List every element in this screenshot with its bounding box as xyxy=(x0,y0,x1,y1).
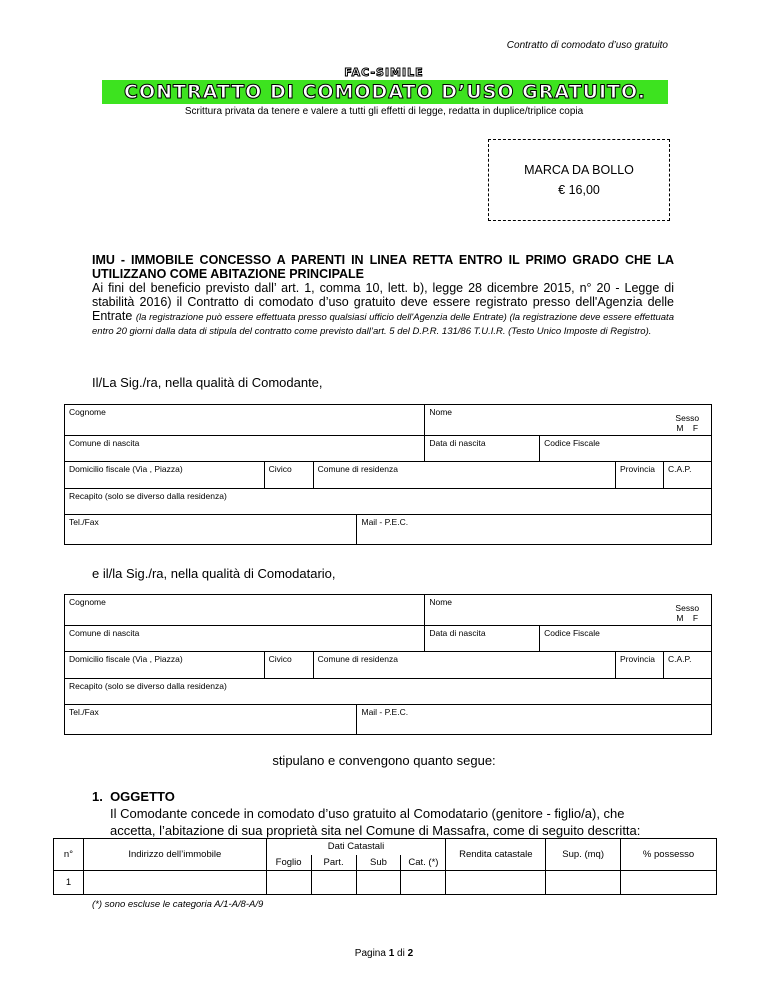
cap-field[interactable]: C.A.P. xyxy=(663,462,711,489)
sup-cell[interactable] xyxy=(546,871,621,895)
cognome-field[interactable]: Cognome xyxy=(65,405,425,436)
comune-residenza-field[interactable]: Comune di residenza xyxy=(313,462,615,489)
col-foglio: Foglio xyxy=(266,855,311,871)
indirizzo-cell[interactable] xyxy=(83,871,266,895)
comodatario-table xyxy=(64,594,712,735)
comodatario-title: e il/la Sig./ra, nella qualità di Comodatario, xyxy=(92,566,336,581)
possesso-cell[interactable] xyxy=(621,871,717,895)
col-rendita: Rendita catastale xyxy=(446,839,546,871)
document-subtitle: Scrittura privata da tenere e valere a tutti gli effetti di legge, redatta in duplice/triplice copia xyxy=(184,106,584,117)
comodante-title: Il/La Sig./ra, nella qualità di Comodante, xyxy=(92,375,323,390)
col-sup: Sup. (mq) xyxy=(546,839,621,871)
row-number: 1 xyxy=(54,871,84,895)
page-number: 1 xyxy=(388,948,395,959)
oggetto-heading: 1. OGGETTO xyxy=(92,789,175,804)
sub-cell[interactable] xyxy=(356,871,401,895)
imu-section xyxy=(92,253,674,337)
foglio-cell[interactable] xyxy=(266,871,311,895)
col-cat: Cat. (*) xyxy=(401,855,446,871)
telfax-field[interactable]: Tel./Fax xyxy=(65,515,357,545)
recapito-field[interactable]: Recapito (solo se diverso dalla residenza) xyxy=(65,679,712,705)
civico-field[interactable]: Civico xyxy=(264,652,313,679)
codice-fiscale-field[interactable]: Codice Fiscale xyxy=(540,436,712,462)
telfax-field[interactable]: Tel./Fax xyxy=(65,705,357,735)
title-banner xyxy=(102,80,668,104)
codice-fiscale-field[interactable]: Codice Fiscale xyxy=(540,626,712,652)
recapito-field[interactable]: Recapito (solo se diverso dalla residenza) xyxy=(65,489,712,515)
civico-field[interactable]: Civico xyxy=(264,462,313,489)
oggetto-text: Il Comodante concede in comodato d’uso gratuito al Comodatario (genitore - figlio/a), che accetta, l’abitazione di sua proprietà sita nel Comune di Massafra, come di seguito descritta: xyxy=(110,806,641,838)
sesso-field[interactable]: Sesso M F xyxy=(663,405,711,436)
cognome-field[interactable]: Cognome xyxy=(65,595,425,626)
mail-field[interactable]: Mail - P.E.C. xyxy=(357,515,712,545)
rendita-cell[interactable] xyxy=(446,871,546,895)
page-footer: Pagina 1 di 2 xyxy=(354,948,414,959)
data-nascita-field[interactable]: Data di nascita xyxy=(425,436,540,462)
immobile-table xyxy=(53,838,717,895)
provincia-field[interactable]: Provincia xyxy=(615,652,663,679)
col-possesso: % possesso xyxy=(621,839,717,871)
data-nascita-field[interactable]: Data di nascita xyxy=(425,626,540,652)
comune-residenza-field[interactable]: Comune di residenza xyxy=(313,652,615,679)
mail-field[interactable]: Mail - P.E.C. xyxy=(357,705,712,735)
nome-field[interactable]: Nome xyxy=(425,405,664,436)
page-total: 2 xyxy=(407,948,414,959)
domicilio-field[interactable]: Domicilio fiscale (Via , Piazza) xyxy=(65,652,265,679)
sesso-field[interactable]: Sesso M F xyxy=(663,595,711,626)
col-indirizzo: Indirizzo dell’immobile xyxy=(83,839,266,871)
cap-field[interactable]: C.A.P. xyxy=(663,652,711,679)
col-n: n° xyxy=(54,839,84,871)
domicilio-field[interactable]: Domicilio fiscale (Via , Piazza) xyxy=(65,462,265,489)
bollo-label: MARCA DA BOLLO xyxy=(524,163,634,177)
imu-heading: IMU - IMMOBILE CONCESSO A PARENTI IN LINEA RETTA ENTRO IL PRIMO GRADO CHE LA UTILIZZANO COME ABITAZIONE PRINCIPALE xyxy=(92,253,674,281)
document-title: CONTRATTO DI COMODATO D’USO GRATUITO. xyxy=(124,81,646,103)
part-cell[interactable] xyxy=(311,871,356,895)
stipulano-text: stipulano e convengono quanto segue: xyxy=(272,753,496,768)
col-dati-catastali: Dati Catastali xyxy=(266,839,446,855)
facsimile-label: FAC-SIMILE xyxy=(344,66,424,79)
bollo-amount: € 16,00 xyxy=(558,183,600,197)
provincia-field[interactable]: Provincia xyxy=(615,462,663,489)
col-sub: Sub xyxy=(356,855,401,871)
imu-body: Ai fini del beneficio previsto dall’ art. 1, comma 10, lett. b), legge 28 dicembre 2015, n° 20 - Legge di stabilità 2016) il Contratto di comodato d’uso gratuito deve essere registrato presso dell'Agenzia delle Entrate xyxy=(92,281,674,323)
col-part: Part. xyxy=(311,855,356,871)
marca-da-bollo-box xyxy=(488,139,670,221)
cat-cell[interactable] xyxy=(401,871,446,895)
categorie-note: (*) sono escluse le categoria A/1-A/8-A/9 xyxy=(92,899,264,910)
nome-field[interactable]: Nome xyxy=(425,595,664,626)
comodante-table xyxy=(64,404,712,545)
imu-note: (la registrazione può essere effettuata presso qualsiasi ufficio dell'Agenzia delle Entrate) (la registrazione deve essere effettuata entro 20 giorni dalla data di stipula del contratto come previsto dall’art. 5 del D.P.R. 131/86 T.U.I.R. (Testo Unico Imposte di Registro). xyxy=(92,312,674,337)
comune-nascita-field[interactable]: Comune di nascita xyxy=(65,626,425,652)
comune-nascita-field[interactable]: Comune di nascita xyxy=(65,436,425,462)
running-title: Contratto di comodato d’uso gratuito xyxy=(506,40,668,51)
